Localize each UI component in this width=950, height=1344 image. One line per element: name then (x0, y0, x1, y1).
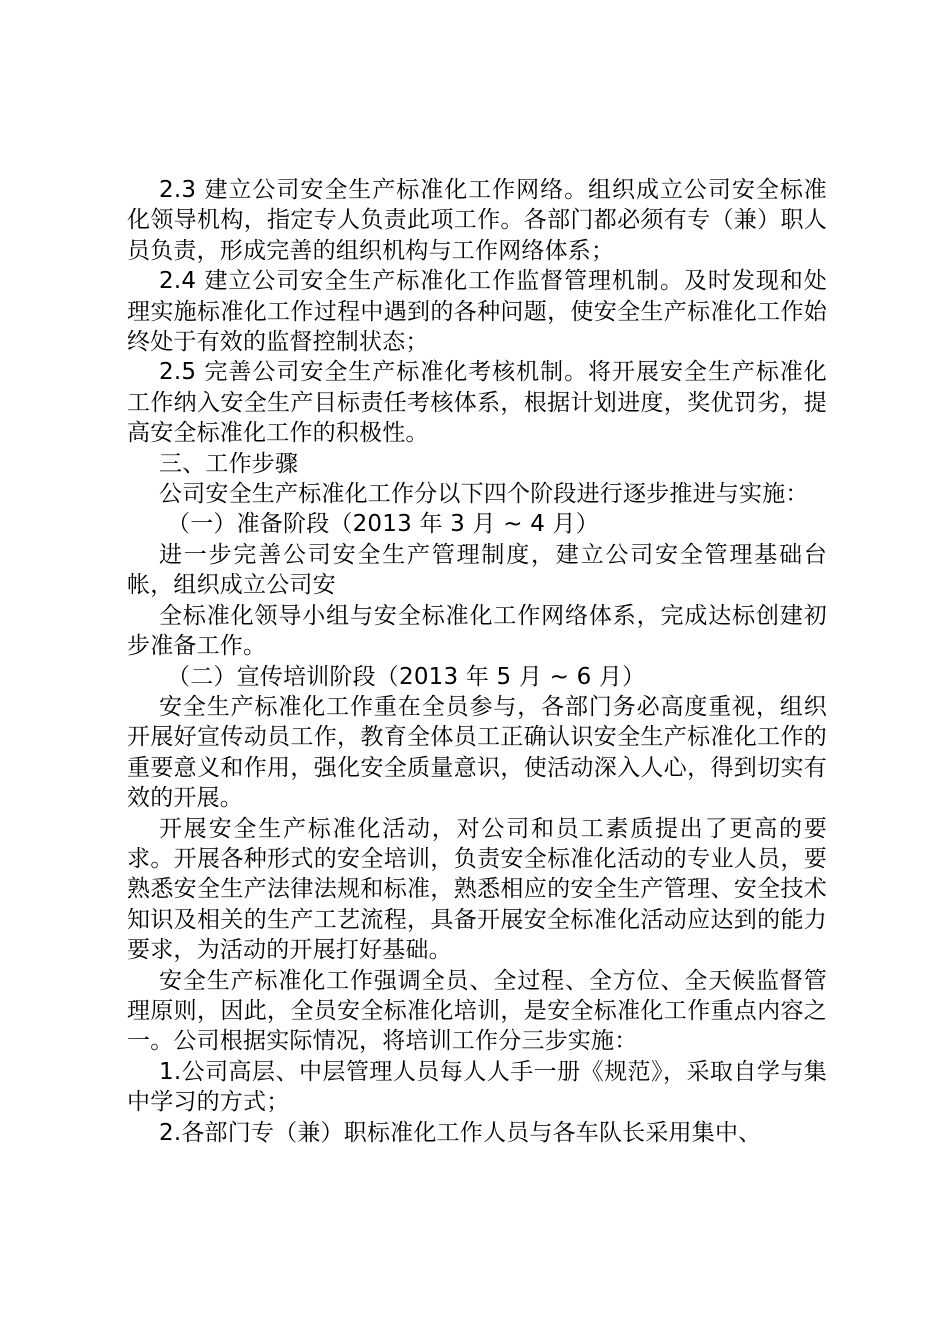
paragraph-preparation-2: 全标准化领导小组与安全标准化工作网络体系，完成达标创建初步准备工作。 (127, 602, 827, 660)
paragraph-training-2: 开展安全生产标准化活动，对公司和员工素质提出了更高的要求。开展各种形式的安全培训，负责安全标准化活动的专业人员，要熟悉安全生产法律法规和标准，熟悉相应的安全生产管理、安全技术知识及相关的生产工艺流程，具备开展安全标准化活动应达到的能力要求，为活动的开展打好基础。 (127, 815, 827, 964)
paragraph-2-4: 2.4 建立公司安全生产标准化工作监督管理机制。及时发现和处理实施标准化工作过程中遇到的各种问题，使安全生产标准化工作始终处于有效的监督控制状态； (127, 268, 827, 356)
paragraph-preparation-1: 进一步完善公司安全生产管理制度，建立公司安全管理基础台帐，组织成立公司安 (127, 541, 827, 599)
paragraph-training-1: 安全生产标准化工作重在全员参与，各部门务必高度重视，组织开展好宣传动员工作，教育全体员工正确认识安全生产标准化工作的重要意义和作用，强化安全质量意识，使活动深入人心，得到切实有效的开展。 (127, 693, 827, 812)
list-item-1: 1.公司高层、中层管理人员每人人手一册《规范》，采取自学与集中学习的方式； (127, 1058, 827, 1116)
paragraph-training-3: 安全生产标准化工作强调全员、全过程、全方位、全天候监督管理原则，因此，全员安全标准化培训，是安全标准化工作重点内容之一。公司根据实际情况，将培训工作分三步实施： (127, 967, 827, 1055)
document-body (127, 175, 827, 1148)
section-heading-work-steps: 三、工作步骤 (159, 450, 299, 477)
subheading-preparation-stage: （一）准备阶段（2013 年 3 月 ~ 4 月） (167, 511, 599, 538)
subheading-training-stage: （二）宣传培训阶段（2013 年 5 月 ~ 6 月） (167, 663, 646, 690)
list-item-2: 2.各部门专（兼）职标准化工作人员与各车队长采用集中、 (159, 1119, 762, 1146)
paragraph-stages-intro: 公司安全生产标准化工作分以下四个阶段进行逐步推进与实施： (159, 481, 809, 508)
paragraph-2-5: 2.5 完善公司安全生产标准化考核机制。将开展安全生产标准化工作纳入安全生产目标责任考核体系，根据计划进度，奖优罚劣，提高安全标准化工作的积极性。 (127, 359, 827, 447)
paragraph-2-3: 2.3 建立公司安全生产标准化工作网络。组织成立公司安全标准化领导机构，指定专人负责此项工作。各部门都必须有专（兼）职人员负责，形成完善的组织机构与工作网络体系； (127, 177, 827, 264)
